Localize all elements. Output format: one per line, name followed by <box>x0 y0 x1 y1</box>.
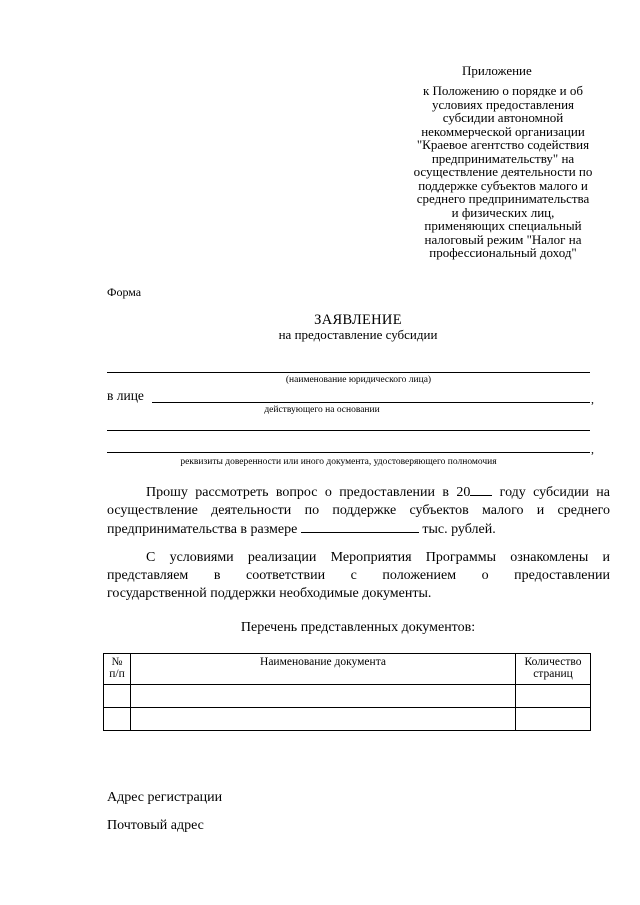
comma: , <box>591 442 594 456</box>
appendix-line: предпринимательству" на <box>431 150 575 166</box>
conditions-line: представляем в соответствии с положением о предоставлении <box>107 568 610 583</box>
request-line: осуществление деятельности по поддержке субъектов малого и среднего <box>107 503 610 518</box>
table-cell[interactable] <box>104 708 131 731</box>
appendix-line: осуществление деятельности по <box>413 164 593 179</box>
comma: , <box>591 392 594 406</box>
legal-entity-field[interactable] <box>107 372 590 373</box>
in-person-field[interactable] <box>152 402 590 403</box>
in-person-label: в лице <box>107 388 144 403</box>
appendix-line: поддержке субъектов малого и <box>418 177 588 193</box>
appendix-line: некоммерческой организации <box>421 123 585 139</box>
table-cell[interactable] <box>516 685 591 708</box>
year-field[interactable] <box>470 483 492 496</box>
request-text: Прошу рассмотреть вопрос о предоставлении в 20 <box>146 485 471 500</box>
request-paragraph <box>107 483 610 539</box>
request-text: году субсидии на <box>492 485 610 500</box>
header-number <box>104 654 131 685</box>
document-subtitle: на предоставление субсидии <box>278 327 438 342</box>
postal-address-label: Почтовый адрес <box>107 818 204 833</box>
appendix-line: "Краевое агентство содействия <box>416 137 590 152</box>
table-row <box>104 685 591 708</box>
table-row <box>104 708 591 731</box>
table-cell[interactable] <box>131 708 516 731</box>
header-page-count <box>516 654 591 685</box>
appendix-title: Приложение <box>462 63 532 78</box>
appendix-line: условиях предоставления <box>431 96 575 112</box>
document-title: ЗАЯВЛЕНИЕ <box>314 312 402 328</box>
documents-table <box>103 653 591 731</box>
appendix-line: и физических лиц, <box>451 204 555 220</box>
appendix-line: среднего предпринимательства <box>416 191 590 206</box>
basis-field[interactable] <box>107 430 590 431</box>
documents-list-title: Перечень представленных документов: <box>240 620 476 635</box>
appendix-line: субсидии автономной <box>442 110 564 125</box>
legal-entity-caption: (наименование юридического лица) <box>285 375 432 385</box>
header-page-count-label: Количество страниц <box>524 656 582 680</box>
amount-field[interactable] <box>301 520 419 533</box>
header-number-label: № п/п <box>109 656 125 680</box>
registration-address-label: Адрес регистрации <box>107 790 223 805</box>
conditions-paragraph <box>107 549 610 603</box>
appendix-text <box>396 84 610 260</box>
appendix-line: применяющих специальный <box>424 218 582 233</box>
basis-caption: действующего на основании <box>264 405 380 415</box>
request-text: предпринимательства в размере <box>107 522 301 537</box>
appendix-line: профессиональный доход" <box>429 245 577 260</box>
table-header-row <box>104 654 591 685</box>
conditions-line: государственной поддержки необходимые документы. <box>107 586 432 601</box>
power-caption: реквизиты доверенности или иного документа, удостоверяющего полномочия <box>180 457 497 467</box>
request-text: тыс. рублей. <box>418 522 496 537</box>
form-label: Форма <box>107 285 142 299</box>
header-document-name: Наименование документа <box>131 654 516 685</box>
power-document-field[interactable] <box>107 452 590 453</box>
conditions-line: С условиями реализации Мероприятия Программы ознакомлены и <box>146 550 610 565</box>
table-cell[interactable] <box>104 685 131 708</box>
appendix-line: к Положению о порядке и об <box>422 83 584 98</box>
appendix-line: налоговый режим "Налог на <box>424 231 582 247</box>
table-cell[interactable] <box>131 685 516 708</box>
table-cell[interactable] <box>516 708 591 731</box>
